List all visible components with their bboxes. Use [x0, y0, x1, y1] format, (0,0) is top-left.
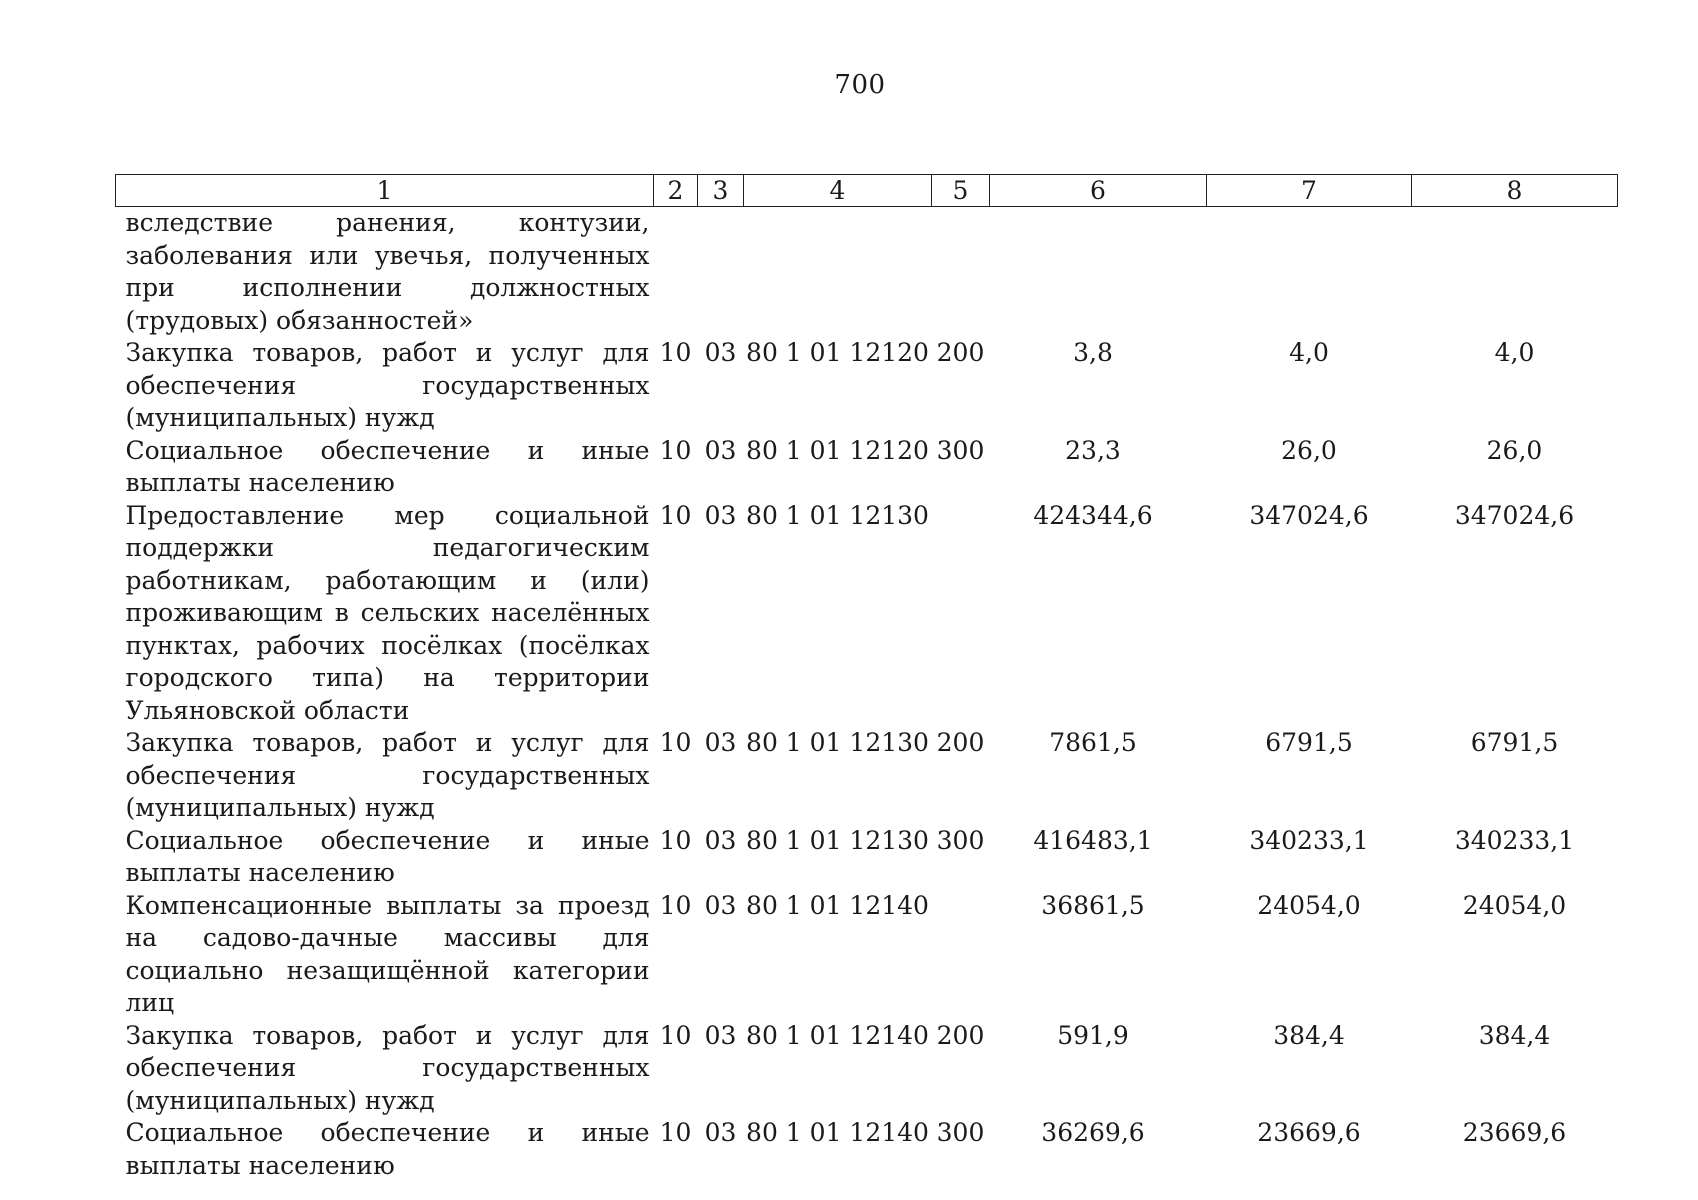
- row-description: Предоставление мер социальной поддержки педагогическим работникам, работающим и (или) проживающим в сельских населённых пунктах, рабочих посёлках (посёлках городского типа) на территории Ульяновской области: [125, 500, 650, 725]
- row-amount-col-6: 7861,5: [1049, 728, 1137, 757]
- row-expense-type: 300: [936, 825, 985, 855]
- row-amount-col-7: 26,0: [1281, 435, 1337, 465]
- row-subsection: 03: [704, 1118, 737, 1147]
- row-expense-type: 200: [936, 1020, 985, 1050]
- row-target-article: 80 1 01 12130: [746, 728, 929, 757]
- table-row: [116, 1020, 1618, 1118]
- row-description: Закупка товаров, работ и услуг для обеспечения государственных (муниципальных) нужд: [125, 1020, 650, 1115]
- row-amount-col-7: 347024,6: [1249, 500, 1369, 530]
- row-expense-type: [932, 500, 990, 728]
- row-subsection: 03: [704, 1020, 737, 1050]
- row-description: Социальное обеспечение и иные выплаты населению: [125, 435, 650, 497]
- row-target-article: 80 1 01 12130: [746, 825, 929, 855]
- row-target-article: 80 1 01 12140: [746, 1118, 929, 1147]
- row-amount-col-8: 26,0: [1486, 435, 1543, 465]
- header-col-4: 4: [744, 175, 932, 207]
- row-subsection: 03: [704, 500, 737, 530]
- row-amount-col-8: 347024,6: [1454, 500, 1575, 530]
- row-expense-type: 300: [936, 1118, 985, 1147]
- table-row: [116, 825, 1618, 890]
- table-row: [116, 337, 1618, 435]
- table-row: [116, 727, 1618, 825]
- page-number: 700: [834, 70, 886, 100]
- row-amount-col-6: [990, 207, 1207, 338]
- table-row: [116, 435, 1618, 500]
- header-col-3: 3: [698, 175, 744, 207]
- row-target-article: 80 1 01 12140: [746, 1020, 929, 1050]
- table-row: [116, 500, 1618, 728]
- row-section: 10: [659, 890, 692, 920]
- row-section: 10: [659, 338, 692, 367]
- header-col-1: 1: [116, 175, 654, 207]
- row-description: Закупка товаров, работ и услуг для обеспечения государственных (муниципальных) нужд: [125, 338, 650, 432]
- header-col-7: 7: [1207, 175, 1412, 207]
- row-target-article: 80 1 01 12120: [746, 435, 929, 465]
- row-amount-col-8: 340233,1: [1454, 825, 1575, 855]
- row-amount-col-7: 340233,1: [1249, 825, 1369, 855]
- row-section: 10: [659, 1020, 692, 1050]
- row-section: 10: [659, 825, 692, 855]
- row-amount-col-7: 6791,5: [1265, 728, 1353, 757]
- row-expense-type: [932, 207, 990, 338]
- row-amount-col-7: 23669,6: [1257, 1118, 1361, 1147]
- row-description: вследствие ранения, контузии, заболевания или увечья, полученных при исполнении должностных (трудовых) обязанностей»: [125, 208, 650, 335]
- row-description: Компенсационные выплаты за проезд на садово-дачные массивы для социально незащищённой категории лиц: [125, 890, 650, 1017]
- row-subsection: 03: [704, 825, 737, 855]
- row-description: Социальное обеспечение и иные выплаты населению: [125, 1118, 650, 1180]
- row-target-article: 80 1 01 12120: [746, 338, 929, 367]
- row-amount-col-7: [1207, 207, 1412, 338]
- row-subsection: 03: [704, 435, 737, 465]
- row-amount-col-8: 384,4: [1478, 1020, 1551, 1050]
- row-amount-col-6: 416483,1: [1033, 825, 1153, 855]
- table-header: [116, 175, 1618, 207]
- row-expense-type: 200: [936, 338, 985, 367]
- row-target-article: 80 1 01 12130: [746, 500, 929, 530]
- row-amount-col-6: 3,8: [1073, 338, 1113, 367]
- row-subsection: 03: [704, 728, 737, 757]
- row-amount-col-6: 23,3: [1065, 435, 1121, 465]
- row-expense-type: 300: [936, 435, 985, 465]
- row-amount-col-8: 24054,0: [1462, 890, 1567, 920]
- row-section: 10: [659, 1118, 692, 1147]
- table-row: [116, 1117, 1618, 1182]
- row-subsection: [698, 207, 744, 338]
- row-amount-col-6: 36861,5: [1041, 890, 1145, 920]
- row-amount-col-6: 424344,6: [1033, 500, 1153, 530]
- row-section: 10: [659, 435, 692, 465]
- row-target-article: 80 1 01 12140: [746, 890, 929, 920]
- row-amount-col-6: 591,9: [1057, 1020, 1129, 1050]
- row-section: 10: [659, 500, 692, 530]
- row-subsection: 03: [704, 890, 737, 920]
- row-target-article: [744, 207, 932, 338]
- header-col-5: 5: [932, 175, 990, 207]
- header-col-8: 8: [1412, 175, 1618, 207]
- row-description: Социальное обеспечение и иные выплаты населению: [125, 825, 650, 887]
- row-amount-col-8: 6791,5: [1470, 728, 1559, 757]
- row-amount-col-8: 23669,6: [1462, 1118, 1567, 1147]
- row-amount-col-6: 36269,6: [1041, 1118, 1145, 1147]
- header-col-2: 2: [654, 175, 698, 207]
- row-amount-col-7: 24054,0: [1257, 890, 1361, 920]
- row-expense-type: [932, 890, 990, 1020]
- table-row: [116, 890, 1618, 1020]
- row-subsection: 03: [704, 338, 737, 367]
- row-section: [654, 207, 698, 338]
- row-amount-col-7: 384,4: [1273, 1020, 1345, 1050]
- budget-table: [115, 174, 1618, 1182]
- row-amount-col-8: [1412, 207, 1618, 338]
- row-amount-col-7: 4,0: [1289, 338, 1329, 367]
- row-amount-col-8: 4,0: [1494, 338, 1535, 367]
- row-expense-type: 200: [936, 728, 985, 757]
- row-section: 10: [659, 728, 692, 757]
- header-col-6: 6: [990, 175, 1207, 207]
- row-description: Закупка товаров, работ и услуг для обеспечения государственных (муниципальных) нужд: [125, 728, 650, 822]
- table-row: [116, 207, 1618, 338]
